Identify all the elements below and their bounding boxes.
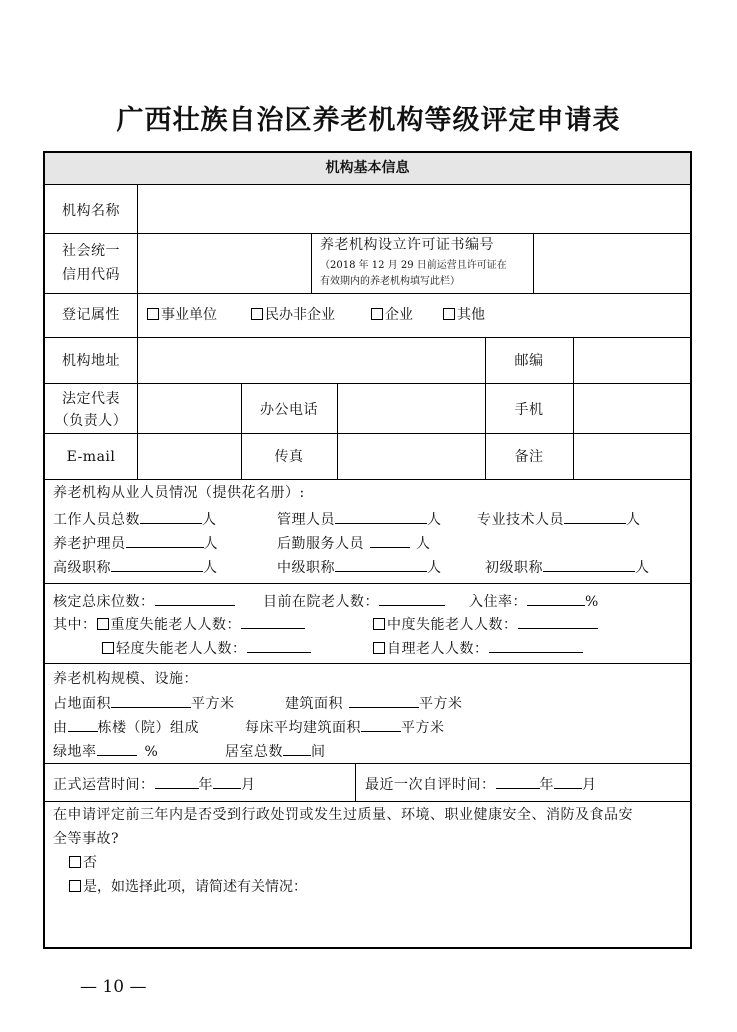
operation-start-year-field[interactable] [155,773,199,789]
staff-junior-title: 初级职称 人 [485,556,650,578]
credit-code-label-1: 社会统一 [62,243,120,259]
penalty-question-line-2: 全等事故? [53,831,120,847]
room-count-field[interactable] [283,740,311,756]
facility-heading: 养老机构规模、设施： [53,671,198,687]
penalty-question-line-1: 在申请评定前三年内是否受到行政处罚或发生过质量、环境、职业健康安全、消防及食品安 [53,807,633,823]
remark-label: 备注 [514,449,544,465]
occupancy-rate-field[interactable] [527,590,585,606]
mobile-label: 手机 [514,402,544,418]
staff-heading: 养老机构从业人员情况（提供花名册）: [53,485,305,501]
registration-label: 登记属性 [62,307,120,323]
moderate-disabled-field[interactable] [518,613,598,629]
checkbox-icon[interactable] [69,880,81,892]
building-area: 建筑面积 平方米 [285,692,463,714]
checkbox-icon[interactable] [69,856,81,868]
credit-code-label-2: 信用代码 [62,267,120,283]
self-care-elderly-field[interactable] [489,637,583,653]
staff-senior-title-field[interactable] [111,556,203,572]
last-eval-year-field[interactable] [496,773,540,789]
application-form [43,151,692,949]
room-count: 居室总数 间 [225,740,326,762]
moderate-disabled: 中度失能老人人数： [373,613,598,635]
staff-caregivers: 养老护理员 人 [53,532,218,554]
checkbox-icon[interactable] [97,618,109,630]
staff-professionals: 专业技术人员 人 [477,508,641,530]
penalty-option-yes[interactable]: 是，如选择此项，请简述有关情况： [69,877,307,897]
mild-disabled-field[interactable] [247,637,311,653]
registration-option-enterprise[interactable]: 企业 [371,305,413,325]
checkbox-icon[interactable] [443,308,455,320]
legal-rep-field[interactable] [138,384,240,432]
mobile-field[interactable] [574,384,689,432]
office-phone-label: 办公电话 [260,402,318,418]
building-area-field[interactable] [349,692,419,708]
operation-start: 正式运营时间： 年 月 [53,773,256,795]
self-care-elderly: 自理老人人数： [373,637,583,659]
section-header: 机构基本信息 [45,153,690,185]
severe-disabled: 其中： 重度失能老人人数： [53,613,305,635]
staff-logistics-field[interactable] [370,532,410,548]
email-label: E-mail [66,449,116,465]
checkbox-icon[interactable] [371,308,383,320]
avg-area-per-bed-field[interactable] [361,716,401,732]
staff-total: 工作人员总数 人 [53,508,217,530]
staff-caregivers-field[interactable] [126,532,204,548]
building-count: 由 栋楼（院）组成 [53,716,199,738]
staff-logistics: 后勤服务人员 人 [277,532,431,554]
fax-field[interactable] [338,434,484,478]
checkbox-icon[interactable] [102,642,114,654]
checkbox-icon[interactable] [251,308,263,320]
license-label: 养老机构设立许可证书编号 [320,237,494,253]
green-rate-field[interactable] [97,740,137,756]
land-area-field[interactable] [111,692,191,708]
institution-name-label: 机构名称 [62,203,120,219]
checkbox-icon[interactable] [373,618,385,630]
registration-option-private-nonprofit[interactable]: 民办非企业 [251,305,335,325]
green-rate: 绿地率 % [53,740,158,762]
approved-beds-field[interactable] [155,590,235,606]
current-residents-field[interactable] [379,590,445,606]
institution-name-field[interactable] [138,185,689,232]
form-title: 广西壮族自治区养老机构等级评定申请表 [116,105,621,136]
legal-rep-label-2: （负责人） [54,413,128,429]
email-field[interactable] [138,434,240,478]
penalty-option-no[interactable]: 否 [69,853,97,873]
address-field[interactable] [138,338,484,382]
approved-beds: 核定总床位数： [53,590,235,612]
severe-disabled-field[interactable] [241,613,305,629]
staff-managers-field[interactable] [335,508,427,524]
last-eval-month-field[interactable] [554,773,582,789]
staff-senior-title: 高级职称 人 [53,556,218,578]
occupancy-rate: 入住率： % [469,590,599,612]
staff-total-field[interactable] [140,508,202,524]
land-area: 占地面积 平方米 [53,692,235,714]
registration-option-other[interactable]: 其他 [443,305,485,325]
penalty-description-field[interactable] [69,901,679,945]
building-count-field[interactable] [68,716,98,732]
postcode-field[interactable] [574,338,689,382]
license-note-2: 有效期内的养老机构填写此栏） [320,276,460,287]
staff-managers: 管理人员 人 [277,508,442,530]
staff-junior-title-field[interactable] [543,556,635,572]
mild-disabled: 轻度失能老人人数： [102,637,311,659]
last-self-evaluation: 最近一次自评时间： 年 月 [365,773,597,795]
remark-field[interactable] [574,434,689,478]
page-number: — 10 — [80,977,147,997]
staff-mid-title-field[interactable] [335,556,427,572]
office-phone-field[interactable] [338,384,484,432]
checkbox-icon[interactable] [147,308,159,320]
avg-area-per-bed: 每床平均建筑面积 平方米 [245,716,445,738]
fax-label: 传真 [274,449,304,465]
postcode-label: 邮编 [514,353,544,369]
staff-professionals-field[interactable] [564,508,626,524]
operation-start-month-field[interactable] [213,773,241,789]
license-note-1: （2018 年 12 月 29 日前运营且许可证在 [320,260,507,271]
current-residents: 目前在院老人数： [263,590,445,612]
registration-option-public[interactable]: 事业单位 [147,305,217,325]
legal-rep-label-1: 法定代表 [62,391,120,407]
address-label: 机构地址 [62,353,120,369]
staff-mid-title: 中级职称 人 [277,556,442,578]
credit-code-field[interactable] [138,234,310,292]
license-number-field[interactable] [534,234,689,292]
checkbox-icon[interactable] [373,642,385,654]
